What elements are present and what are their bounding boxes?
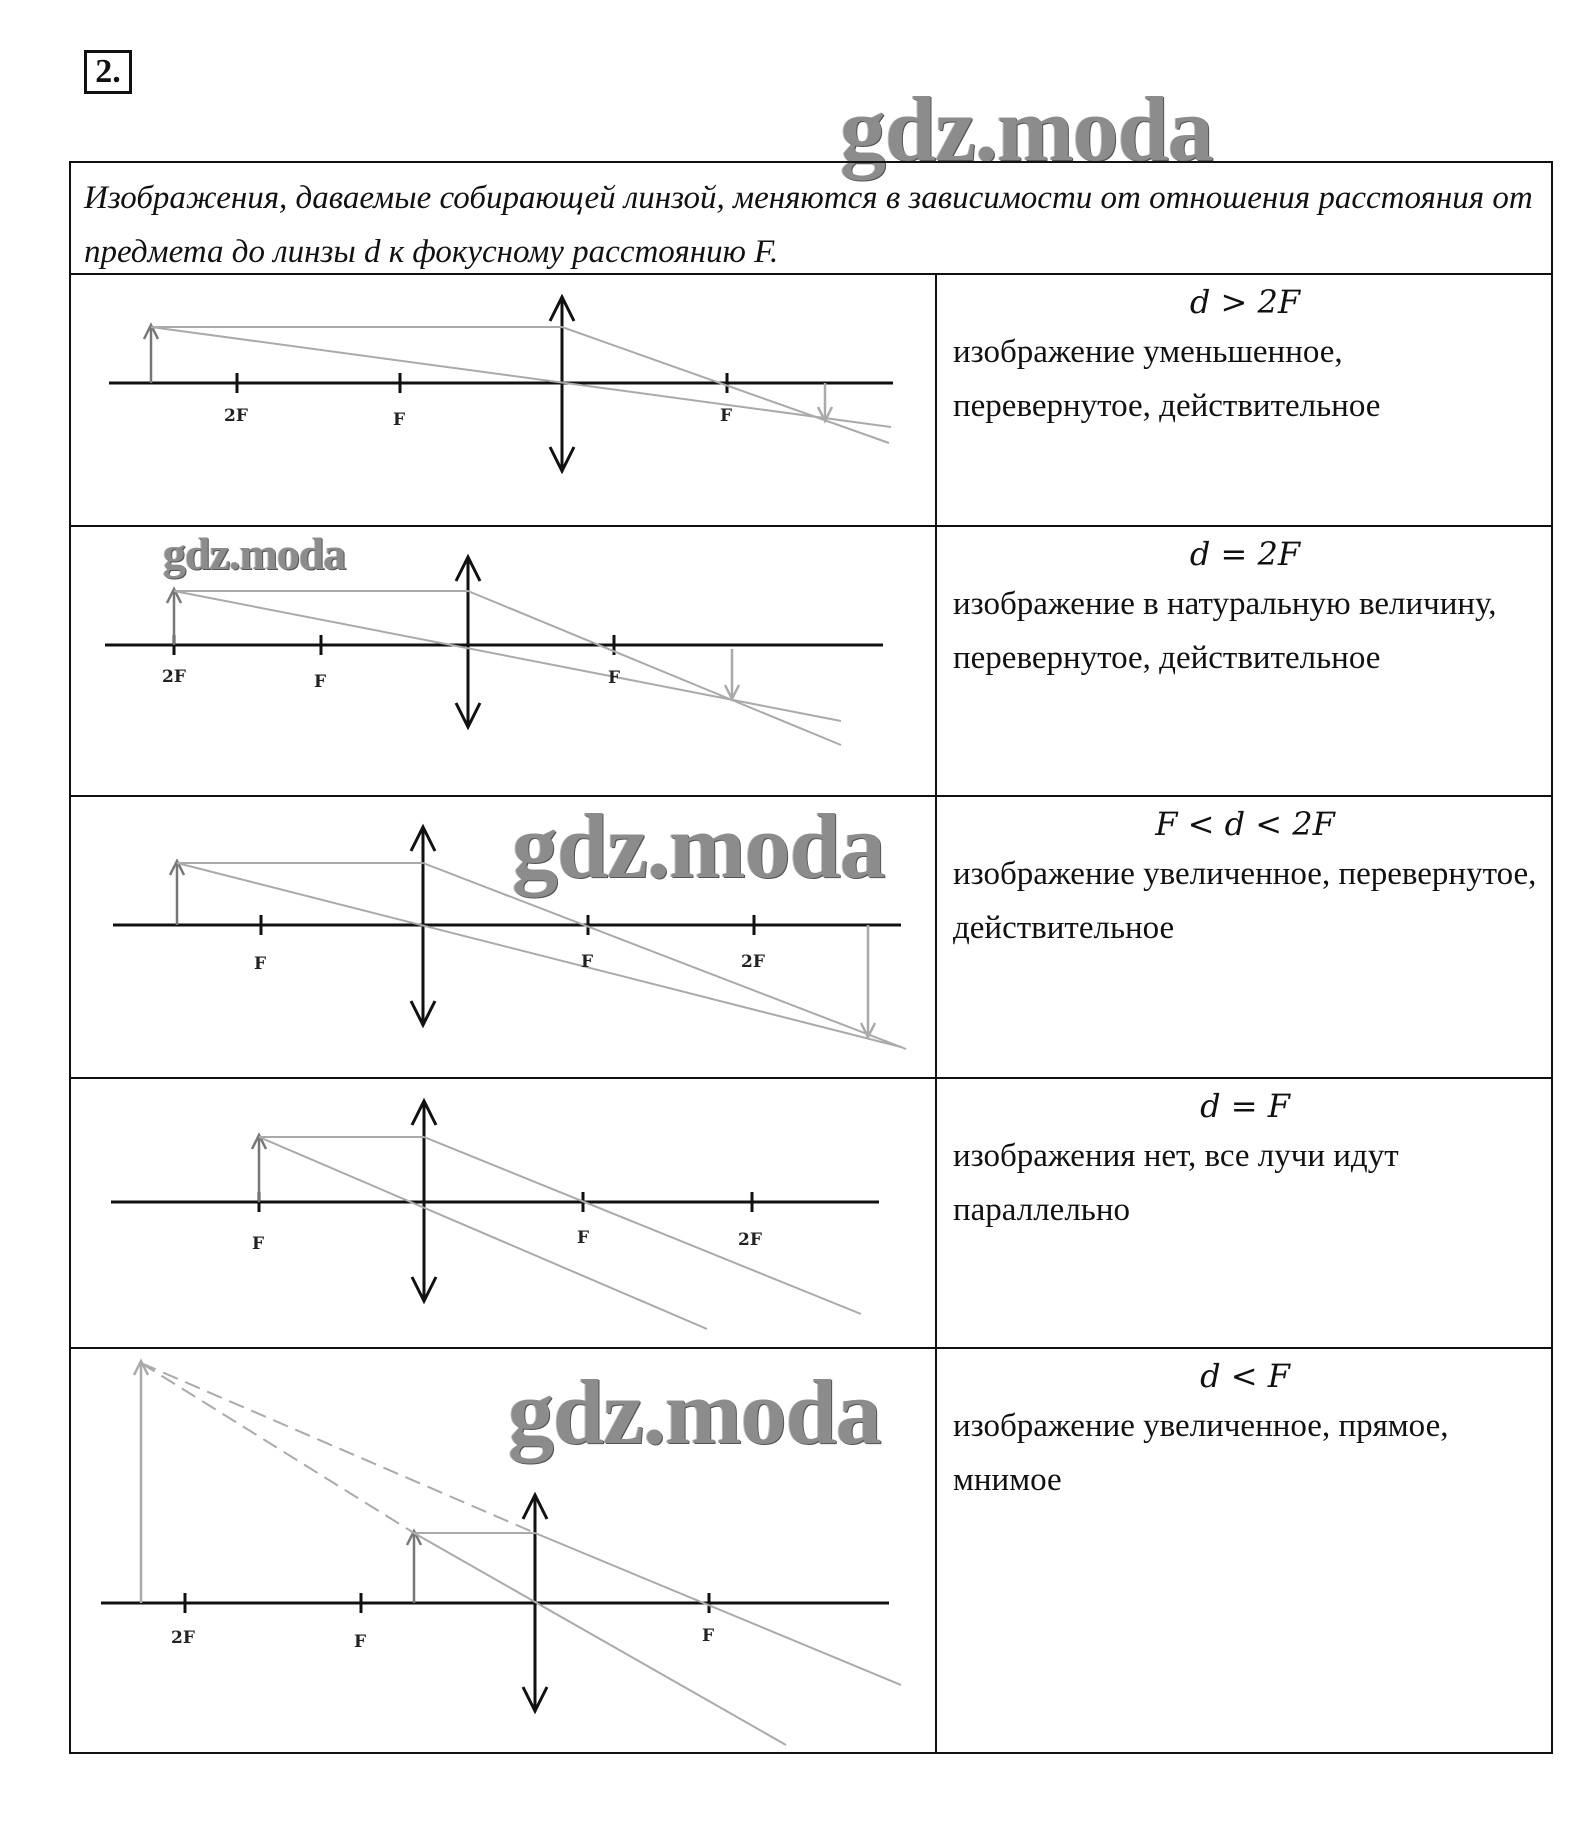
axis-label: 2F	[741, 952, 765, 972]
ray-diagram	[71, 1349, 937, 1754]
table-row	[71, 275, 1551, 579]
watermark: gdz.moda	[508, 1361, 881, 1463]
description-text: изображение увеличенное, перевернутое, действительное	[953, 856, 1537, 946]
watermark: gdz.moda	[163, 528, 346, 579]
intro-text: Изображения, даваемые собирающей линзой, меняются в зависимости от отношения расстояния от предмета до линзы d к фокусному расстоянию F.	[71, 163, 1551, 275]
watermark: gdz.moda	[840, 78, 1213, 180]
ray-diagram	[71, 797, 937, 1077]
task-number: 2.	[84, 50, 132, 94]
axis-label: F	[581, 952, 594, 972]
axis-label: F	[252, 1234, 265, 1254]
axis-label: 2F	[171, 1628, 195, 1648]
description-text: изображения нет, все лучи идут параллельно	[953, 1138, 1399, 1228]
description-cell	[939, 1079, 1551, 1347]
axis-label: F	[608, 668, 621, 688]
ray-diagram-svg	[71, 527, 935, 795]
axis-label: F	[314, 672, 327, 692]
description-text: изображение увеличенное, прямое, мнимое	[953, 1408, 1449, 1498]
condition-formula: d > 2F	[1189, 283, 1301, 321]
description-text: изображение уменьшенное, перевернутое, действительное	[953, 334, 1381, 424]
description-cell	[939, 1349, 1551, 1754]
ray-diagram-svg	[71, 275, 935, 525]
condition-formula: F < d < 2F	[1155, 805, 1335, 843]
condition-formula: d = F	[1200, 1087, 1290, 1125]
watermark: gdz.moda	[512, 795, 885, 897]
ray-diagram	[71, 275, 937, 579]
axis-label: F	[254, 954, 267, 974]
table-row	[71, 1079, 1551, 1349]
description-cell	[939, 797, 1551, 1077]
axis-label: F	[354, 1632, 367, 1652]
lens-table	[69, 161, 1553, 1754]
table-row	[71, 527, 1551, 797]
ray-diagram-svg	[71, 1079, 935, 1347]
axis-label: F	[720, 406, 733, 426]
table-row	[71, 797, 1551, 1079]
ray-diagram	[71, 1079, 937, 1347]
ray-diagram	[71, 527, 937, 795]
description-text: изображение в натуральную величину, перевернутое, действительное	[953, 586, 1497, 676]
table-row	[71, 1349, 1551, 1754]
axis-label: 2F	[224, 406, 248, 426]
description-cell	[939, 275, 1551, 525]
axis-label: F	[393, 410, 406, 430]
condition-formula: d < F	[1200, 1357, 1290, 1395]
axis-label: F	[702, 1626, 715, 1646]
description-cell	[939, 527, 1551, 795]
axis-label: F	[577, 1228, 590, 1248]
axis-label: 2F	[738, 1230, 762, 1250]
condition-formula: d = 2F	[1189, 535, 1301, 573]
axis-label: 2F	[162, 667, 186, 687]
